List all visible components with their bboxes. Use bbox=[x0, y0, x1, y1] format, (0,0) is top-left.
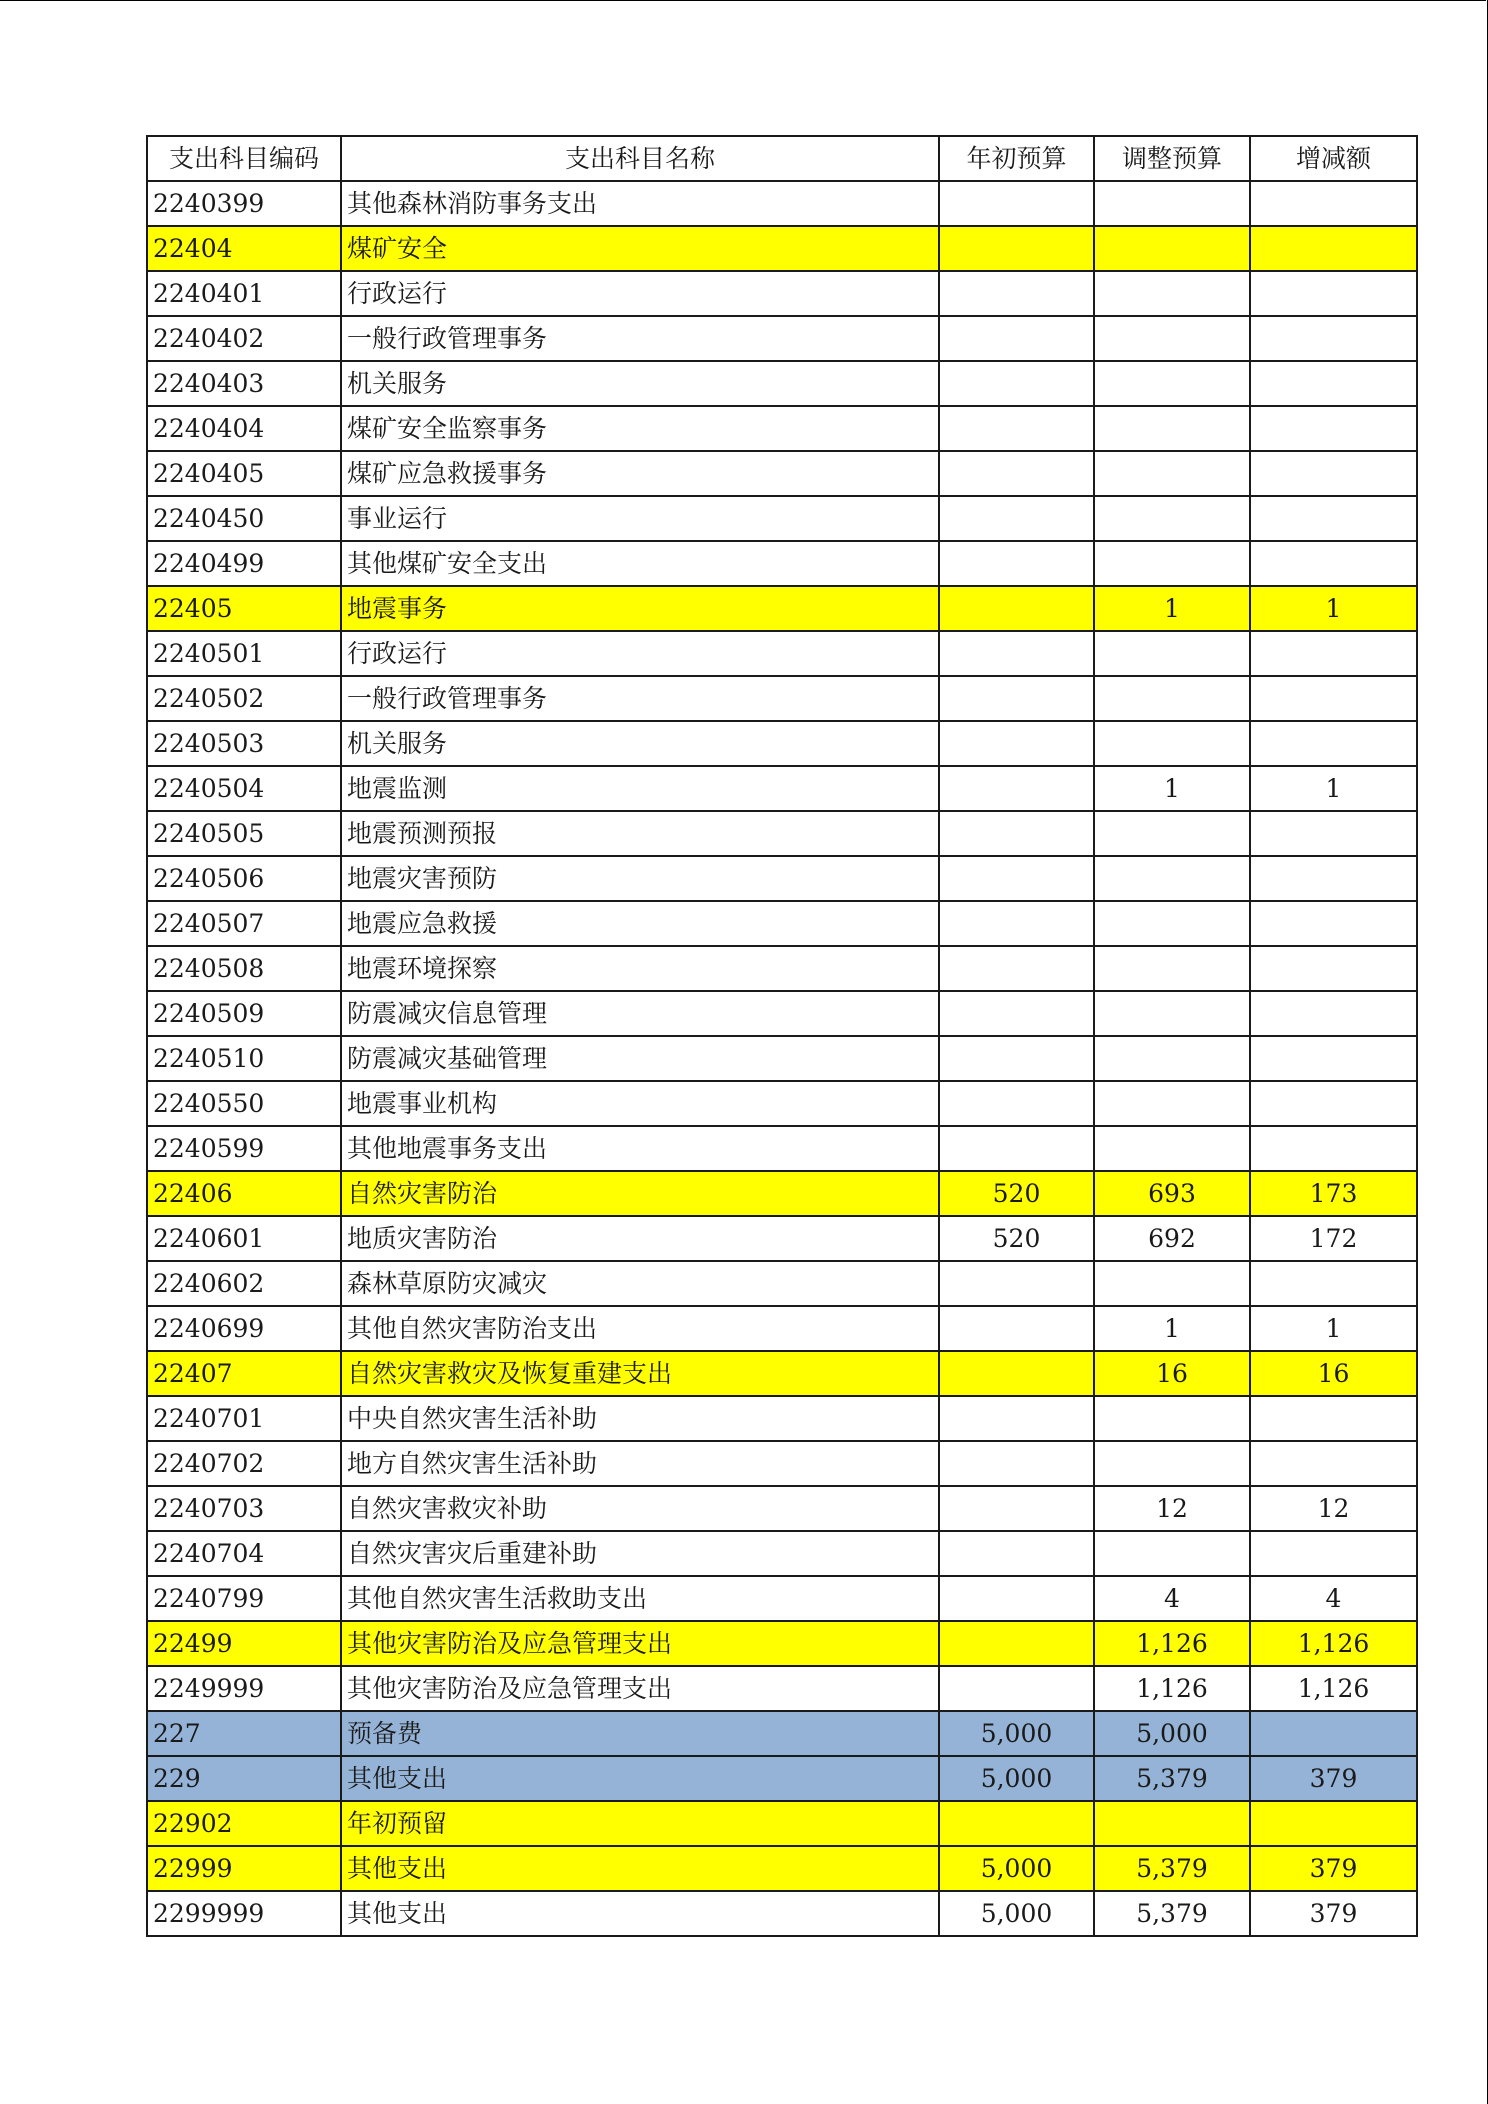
table-row bbox=[147, 1801, 1417, 1846]
row-code-cell: 2240501 bbox=[147, 631, 341, 676]
row-adjusted-budget-cell: 1 bbox=[1094, 586, 1250, 631]
row-code-cell: 2240403 bbox=[147, 361, 341, 406]
row-code-cell: 22406 bbox=[147, 1171, 341, 1216]
row-change-amount-cell bbox=[1250, 1036, 1417, 1081]
table-row bbox=[147, 856, 1417, 901]
table-row bbox=[147, 1216, 1417, 1261]
table-row bbox=[147, 1081, 1417, 1126]
row-adjusted-budget-cell bbox=[1094, 946, 1250, 991]
row-code-cell: 2240599 bbox=[147, 1126, 341, 1171]
row-code-cell: 2240506 bbox=[147, 856, 341, 901]
page-top-border bbox=[0, 0, 1486, 1]
row-code-cell: 2240450 bbox=[147, 496, 341, 541]
table-row bbox=[147, 1531, 1417, 1576]
row-change-amount-cell bbox=[1250, 451, 1417, 496]
row-initial-budget-cell bbox=[939, 496, 1094, 541]
row-adjusted-budget-cell bbox=[1094, 631, 1250, 676]
row-adjusted-budget-cell: 4 bbox=[1094, 1576, 1250, 1621]
row-name-cell: 事业运行 bbox=[341, 496, 939, 541]
row-code-cell: 22407 bbox=[147, 1351, 341, 1396]
table-row bbox=[147, 1711, 1417, 1756]
row-code-cell: 227 bbox=[147, 1711, 341, 1756]
row-name-cell: 自然灾害灾后重建补助 bbox=[341, 1531, 939, 1576]
row-initial-budget-cell bbox=[939, 1441, 1094, 1486]
row-change-amount-cell: 379 bbox=[1250, 1756, 1417, 1801]
table-row bbox=[147, 946, 1417, 991]
row-name-cell: 森林草原防灾减灾 bbox=[341, 1261, 939, 1306]
row-initial-budget-cell: 520 bbox=[939, 1216, 1094, 1261]
table-row bbox=[147, 226, 1417, 271]
header-code: 支出科目编码 bbox=[147, 136, 341, 181]
row-change-amount-cell bbox=[1250, 1396, 1417, 1441]
row-initial-budget-cell bbox=[939, 1351, 1094, 1396]
row-name-cell: 其他森林消防事务支出 bbox=[341, 181, 939, 226]
row-initial-budget-cell bbox=[939, 316, 1094, 361]
row-adjusted-budget-cell bbox=[1094, 1081, 1250, 1126]
row-change-amount-cell: 1,126 bbox=[1250, 1621, 1417, 1666]
row-name-cell: 地震事务 bbox=[341, 586, 939, 631]
row-adjusted-budget-cell: 5,000 bbox=[1094, 1711, 1250, 1756]
row-adjusted-budget-cell bbox=[1094, 541, 1250, 586]
row-name-cell: 机关服务 bbox=[341, 721, 939, 766]
row-adjusted-budget-cell bbox=[1094, 1441, 1250, 1486]
row-code-cell: 22999 bbox=[147, 1846, 341, 1891]
row-code-cell: 2240505 bbox=[147, 811, 341, 856]
header-initial-budget: 年初预算 bbox=[939, 136, 1094, 181]
row-change-amount-cell: 172 bbox=[1250, 1216, 1417, 1261]
row-name-cell: 自然灾害救灾及恢复重建支出 bbox=[341, 1351, 939, 1396]
row-name-cell: 其他自然灾害生活救助支出 bbox=[341, 1576, 939, 1621]
row-adjusted-budget-cell: 1 bbox=[1094, 766, 1250, 811]
row-name-cell: 年初预留 bbox=[341, 1801, 939, 1846]
row-name-cell: 其他自然灾害防治支出 bbox=[341, 1306, 939, 1351]
row-adjusted-budget-cell bbox=[1094, 1036, 1250, 1081]
row-adjusted-budget-cell: 692 bbox=[1094, 1216, 1250, 1261]
row-adjusted-budget-cell bbox=[1094, 811, 1250, 856]
row-code-cell: 22499 bbox=[147, 1621, 341, 1666]
table-row bbox=[147, 1171, 1417, 1216]
row-name-cell: 地震监测 bbox=[341, 766, 939, 811]
table-row bbox=[147, 181, 1417, 226]
row-adjusted-budget-cell bbox=[1094, 1801, 1250, 1846]
row-name-cell: 自然灾害救灾补助 bbox=[341, 1486, 939, 1531]
table-row bbox=[147, 1576, 1417, 1621]
row-change-amount-cell: 1 bbox=[1250, 766, 1417, 811]
row-change-amount-cell: 4 bbox=[1250, 1576, 1417, 1621]
row-name-cell: 行政运行 bbox=[341, 631, 939, 676]
row-code-cell: 229 bbox=[147, 1756, 341, 1801]
row-code-cell: 2240503 bbox=[147, 721, 341, 766]
row-name-cell: 其他地震事务支出 bbox=[341, 1126, 939, 1171]
row-change-amount-cell: 379 bbox=[1250, 1891, 1417, 1936]
row-name-cell: 地方自然灾害生活补助 bbox=[341, 1441, 939, 1486]
row-initial-budget-cell bbox=[939, 1126, 1094, 1171]
row-adjusted-budget-cell bbox=[1094, 496, 1250, 541]
row-code-cell: 2240499 bbox=[147, 541, 341, 586]
row-name-cell: 其他支出 bbox=[341, 1891, 939, 1936]
row-initial-budget-cell bbox=[939, 406, 1094, 451]
row-initial-budget-cell bbox=[939, 1576, 1094, 1621]
row-code-cell: 22405 bbox=[147, 586, 341, 631]
row-initial-budget-cell bbox=[939, 1081, 1094, 1126]
row-change-amount-cell bbox=[1250, 721, 1417, 766]
table-row bbox=[147, 721, 1417, 766]
row-change-amount-cell: 12 bbox=[1250, 1486, 1417, 1531]
table-body bbox=[147, 181, 1417, 1936]
row-name-cell: 一般行政管理事务 bbox=[341, 316, 939, 361]
row-change-amount-cell bbox=[1250, 856, 1417, 901]
row-code-cell: 2240399 bbox=[147, 181, 341, 226]
row-code-cell: 2240507 bbox=[147, 901, 341, 946]
table-row bbox=[147, 631, 1417, 676]
row-change-amount-cell bbox=[1250, 631, 1417, 676]
row-adjusted-budget-cell bbox=[1094, 451, 1250, 496]
row-initial-budget-cell bbox=[939, 856, 1094, 901]
row-initial-budget-cell bbox=[939, 586, 1094, 631]
row-name-cell: 地质灾害防治 bbox=[341, 1216, 939, 1261]
table-row bbox=[147, 361, 1417, 406]
row-name-cell: 地震灾害预防 bbox=[341, 856, 939, 901]
row-name-cell: 其他灾害防治及应急管理支出 bbox=[341, 1666, 939, 1711]
row-name-cell: 煤矿应急救援事务 bbox=[341, 451, 939, 496]
row-initial-budget-cell bbox=[939, 631, 1094, 676]
row-code-cell: 2240703 bbox=[147, 1486, 341, 1531]
row-initial-budget-cell bbox=[939, 1306, 1094, 1351]
row-initial-budget-cell bbox=[939, 1036, 1094, 1081]
table-row bbox=[147, 1846, 1417, 1891]
row-code-cell: 2240405 bbox=[147, 451, 341, 496]
row-adjusted-budget-cell bbox=[1094, 406, 1250, 451]
row-code-cell: 22404 bbox=[147, 226, 341, 271]
row-name-cell: 煤矿安全监察事务 bbox=[341, 406, 939, 451]
row-name-cell: 其他灾害防治及应急管理支出 bbox=[341, 1621, 939, 1666]
row-change-amount-cell bbox=[1250, 1081, 1417, 1126]
row-change-amount-cell bbox=[1250, 991, 1417, 1036]
row-adjusted-budget-cell bbox=[1094, 271, 1250, 316]
row-name-cell: 煤矿安全 bbox=[341, 226, 939, 271]
row-code-cell: 2240701 bbox=[147, 1396, 341, 1441]
row-initial-budget-cell: 5,000 bbox=[939, 1711, 1094, 1756]
table-row bbox=[147, 451, 1417, 496]
table-row bbox=[147, 991, 1417, 1036]
row-name-cell: 中央自然灾害生活补助 bbox=[341, 1396, 939, 1441]
row-code-cell: 2240508 bbox=[147, 946, 341, 991]
row-adjusted-budget-cell: 1 bbox=[1094, 1306, 1250, 1351]
row-name-cell: 一般行政管理事务 bbox=[341, 676, 939, 721]
table-row bbox=[147, 1351, 1417, 1396]
budget-adjustment-table bbox=[146, 135, 1418, 1937]
row-change-amount-cell bbox=[1250, 361, 1417, 406]
row-change-amount-cell: 1 bbox=[1250, 586, 1417, 631]
row-initial-budget-cell bbox=[939, 1396, 1094, 1441]
table-row bbox=[147, 766, 1417, 811]
row-adjusted-budget-cell bbox=[1094, 721, 1250, 766]
row-change-amount-cell bbox=[1250, 226, 1417, 271]
row-adjusted-budget-cell bbox=[1094, 1396, 1250, 1441]
row-initial-budget-cell bbox=[939, 1486, 1094, 1531]
row-initial-budget-cell bbox=[939, 1621, 1094, 1666]
row-initial-budget-cell bbox=[939, 1801, 1094, 1846]
table-row bbox=[147, 1441, 1417, 1486]
row-initial-budget-cell bbox=[939, 361, 1094, 406]
row-initial-budget-cell bbox=[939, 181, 1094, 226]
row-name-cell: 其他支出 bbox=[341, 1846, 939, 1891]
table-row bbox=[147, 316, 1417, 361]
row-change-amount-cell bbox=[1250, 676, 1417, 721]
row-code-cell: 2240509 bbox=[147, 991, 341, 1036]
header-adjusted-budget: 调整预算 bbox=[1094, 136, 1250, 181]
table-row bbox=[147, 1036, 1417, 1081]
table-header-row bbox=[147, 136, 1417, 181]
row-adjusted-budget-cell bbox=[1094, 1261, 1250, 1306]
row-change-amount-cell bbox=[1250, 1441, 1417, 1486]
table-row bbox=[147, 541, 1417, 586]
row-change-amount-cell: 1 bbox=[1250, 1306, 1417, 1351]
table-row bbox=[147, 586, 1417, 631]
row-change-amount-cell bbox=[1250, 1711, 1417, 1756]
row-name-cell: 地震应急救援 bbox=[341, 901, 939, 946]
table-row bbox=[147, 1891, 1417, 1936]
table-row bbox=[147, 1756, 1417, 1801]
row-adjusted-budget-cell bbox=[1094, 1531, 1250, 1576]
table-row bbox=[147, 676, 1417, 721]
row-initial-budget-cell bbox=[939, 721, 1094, 766]
row-adjusted-budget-cell: 5,379 bbox=[1094, 1756, 1250, 1801]
row-adjusted-budget-cell: 5,379 bbox=[1094, 1846, 1250, 1891]
row-name-cell: 地震事业机构 bbox=[341, 1081, 939, 1126]
row-code-cell: 2240704 bbox=[147, 1531, 341, 1576]
row-adjusted-budget-cell: 1,126 bbox=[1094, 1621, 1250, 1666]
row-change-amount-cell bbox=[1250, 181, 1417, 226]
row-change-amount-cell: 1,126 bbox=[1250, 1666, 1417, 1711]
table-row bbox=[147, 1126, 1417, 1171]
row-change-amount-cell bbox=[1250, 406, 1417, 451]
row-name-cell: 机关服务 bbox=[341, 361, 939, 406]
table-row bbox=[147, 811, 1417, 856]
row-change-amount-cell bbox=[1250, 1801, 1417, 1846]
row-code-cell: 2240702 bbox=[147, 1441, 341, 1486]
row-code-cell: 2240602 bbox=[147, 1261, 341, 1306]
row-name-cell: 行政运行 bbox=[341, 271, 939, 316]
row-initial-budget-cell bbox=[939, 811, 1094, 856]
row-change-amount-cell: 16 bbox=[1250, 1351, 1417, 1396]
row-name-cell: 地震环境探察 bbox=[341, 946, 939, 991]
row-change-amount-cell bbox=[1250, 1531, 1417, 1576]
row-name-cell: 防震减灾基础管理 bbox=[341, 1036, 939, 1081]
row-name-cell: 其他支出 bbox=[341, 1756, 939, 1801]
row-adjusted-budget-cell bbox=[1094, 181, 1250, 226]
row-name-cell: 预备费 bbox=[341, 1711, 939, 1756]
row-code-cell: 2240404 bbox=[147, 406, 341, 451]
row-code-cell: 2240601 bbox=[147, 1216, 341, 1261]
row-change-amount-cell bbox=[1250, 541, 1417, 586]
table-row bbox=[147, 1621, 1417, 1666]
row-code-cell: 2240799 bbox=[147, 1576, 341, 1621]
row-change-amount-cell bbox=[1250, 1126, 1417, 1171]
row-initial-budget-cell bbox=[939, 676, 1094, 721]
row-adjusted-budget-cell bbox=[1094, 316, 1250, 361]
row-change-amount-cell bbox=[1250, 811, 1417, 856]
row-code-cell: 2240550 bbox=[147, 1081, 341, 1126]
row-adjusted-budget-cell bbox=[1094, 856, 1250, 901]
table-row bbox=[147, 406, 1417, 451]
table-row bbox=[147, 271, 1417, 316]
row-initial-budget-cell bbox=[939, 1261, 1094, 1306]
row-code-cell: 2240402 bbox=[147, 316, 341, 361]
row-change-amount-cell bbox=[1250, 271, 1417, 316]
row-change-amount-cell: 173 bbox=[1250, 1171, 1417, 1216]
row-change-amount-cell bbox=[1250, 946, 1417, 991]
row-initial-budget-cell bbox=[939, 541, 1094, 586]
row-name-cell: 防震减灾信息管理 bbox=[341, 991, 939, 1036]
table-row bbox=[147, 1306, 1417, 1351]
row-code-cell: 2240502 bbox=[147, 676, 341, 721]
row-initial-budget-cell: 5,000 bbox=[939, 1756, 1094, 1801]
header-name: 支出科目名称 bbox=[341, 136, 939, 181]
row-adjusted-budget-cell bbox=[1094, 1126, 1250, 1171]
row-code-cell: 2240504 bbox=[147, 766, 341, 811]
row-change-amount-cell bbox=[1250, 496, 1417, 541]
row-adjusted-budget-cell bbox=[1094, 676, 1250, 721]
table-row bbox=[147, 1261, 1417, 1306]
row-code-cell: 2249999 bbox=[147, 1666, 341, 1711]
row-adjusted-budget-cell: 1,126 bbox=[1094, 1666, 1250, 1711]
row-initial-budget-cell bbox=[939, 991, 1094, 1036]
row-initial-budget-cell: 520 bbox=[939, 1171, 1094, 1216]
row-initial-budget-cell bbox=[939, 271, 1094, 316]
table-row bbox=[147, 1666, 1417, 1711]
row-initial-budget-cell bbox=[939, 901, 1094, 946]
row-name-cell: 其他煤矿安全支出 bbox=[341, 541, 939, 586]
row-code-cell: 2240510 bbox=[147, 1036, 341, 1081]
row-change-amount-cell bbox=[1250, 901, 1417, 946]
table-row bbox=[147, 1486, 1417, 1531]
table-row bbox=[147, 901, 1417, 946]
row-initial-budget-cell bbox=[939, 946, 1094, 991]
row-code-cell: 22902 bbox=[147, 1801, 341, 1846]
row-initial-budget-cell bbox=[939, 766, 1094, 811]
row-name-cell: 地震预测预报 bbox=[341, 811, 939, 856]
row-initial-budget-cell bbox=[939, 1531, 1094, 1576]
row-initial-budget-cell bbox=[939, 226, 1094, 271]
table-row bbox=[147, 1396, 1417, 1441]
row-name-cell: 自然灾害防治 bbox=[341, 1171, 939, 1216]
row-initial-budget-cell bbox=[939, 1666, 1094, 1711]
header-change-amount: 增减额 bbox=[1250, 136, 1417, 181]
row-code-cell: 2240699 bbox=[147, 1306, 341, 1351]
row-code-cell: 2240401 bbox=[147, 271, 341, 316]
row-adjusted-budget-cell: 12 bbox=[1094, 1486, 1250, 1531]
row-code-cell: 2299999 bbox=[147, 1891, 341, 1936]
row-adjusted-budget-cell: 5,379 bbox=[1094, 1891, 1250, 1936]
row-adjusted-budget-cell bbox=[1094, 901, 1250, 946]
row-change-amount-cell bbox=[1250, 1261, 1417, 1306]
row-initial-budget-cell bbox=[939, 451, 1094, 496]
row-adjusted-budget-cell bbox=[1094, 226, 1250, 271]
row-change-amount-cell bbox=[1250, 316, 1417, 361]
table-row bbox=[147, 496, 1417, 541]
row-change-amount-cell: 379 bbox=[1250, 1846, 1417, 1891]
row-initial-budget-cell: 5,000 bbox=[939, 1891, 1094, 1936]
row-initial-budget-cell: 5,000 bbox=[939, 1846, 1094, 1891]
row-adjusted-budget-cell bbox=[1094, 991, 1250, 1036]
row-adjusted-budget-cell: 16 bbox=[1094, 1351, 1250, 1396]
row-adjusted-budget-cell bbox=[1094, 361, 1250, 406]
row-adjusted-budget-cell: 693 bbox=[1094, 1171, 1250, 1216]
